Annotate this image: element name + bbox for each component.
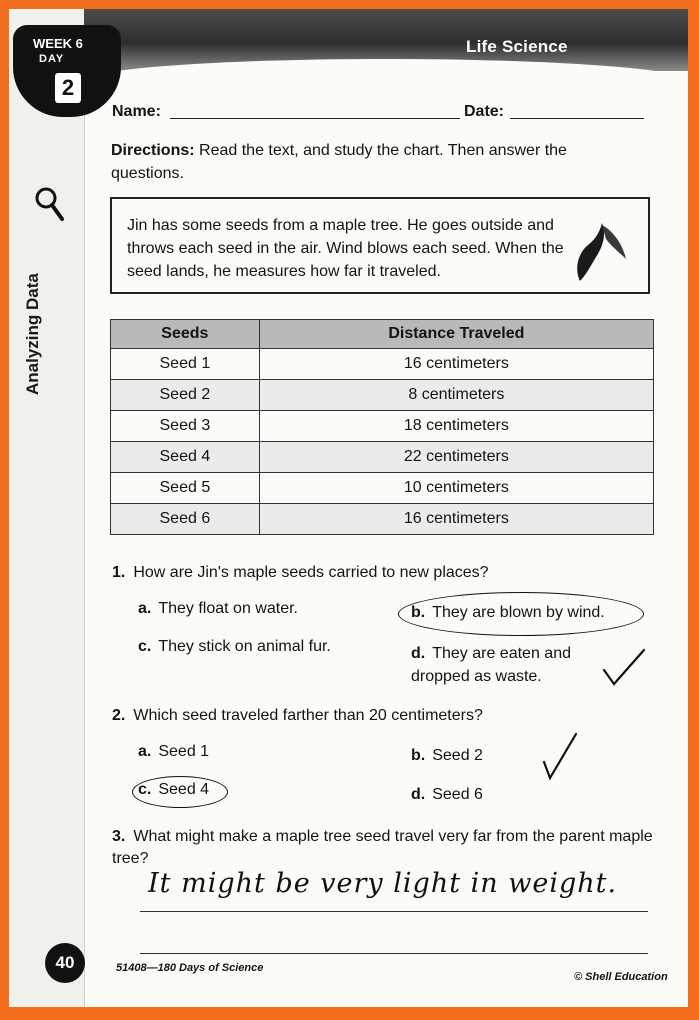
column-header-seeds: Seeds bbox=[111, 320, 260, 349]
option-text: They are blown by wind. bbox=[432, 604, 605, 621]
publisher: © Shell Education bbox=[574, 971, 668, 983]
answer-line[interactable] bbox=[140, 953, 648, 954]
option-letter: b. bbox=[411, 747, 426, 764]
name-field[interactable] bbox=[170, 118, 460, 119]
option-letter: d. bbox=[411, 645, 426, 662]
option-text: They float on water. bbox=[158, 600, 298, 617]
sidebar bbox=[9, 9, 85, 1007]
checkmark-icon bbox=[540, 730, 580, 782]
distance-cell: 8 centimeters bbox=[259, 380, 653, 411]
question-text: What might make a maple tree seed travel very far from the parent maple tree? bbox=[112, 828, 653, 867]
seed-distance-table bbox=[110, 319, 654, 535]
table-row bbox=[111, 504, 654, 535]
option-2d[interactable] bbox=[411, 786, 483, 804]
option-text: They stick on animal fur. bbox=[158, 638, 331, 655]
question-1 bbox=[112, 564, 489, 582]
maple-seed-icon bbox=[570, 219, 630, 284]
table-header-row bbox=[111, 320, 654, 349]
week-label: WEEK 6 bbox=[33, 36, 83, 51]
option-1a[interactable] bbox=[138, 600, 298, 618]
option-1c[interactable] bbox=[138, 638, 331, 656]
option-1d[interactable] bbox=[411, 642, 591, 688]
table-row bbox=[111, 349, 654, 380]
answer-circle bbox=[398, 592, 644, 636]
sidebar-title: Analyzing Data bbox=[23, 273, 42, 395]
option-letter: b. bbox=[411, 604, 426, 621]
date-label: Date: bbox=[464, 103, 505, 120]
distance-cell: 18 centimeters bbox=[259, 411, 653, 442]
book-title: 51408—180 Days of Science bbox=[116, 962, 264, 974]
column-header-distance: Distance Traveled bbox=[259, 320, 653, 349]
question-3 bbox=[112, 826, 657, 870]
distance-cell: 22 centimeters bbox=[259, 442, 653, 473]
handwritten-answer: It might be very light in weight. bbox=[148, 868, 618, 899]
week-day-badge bbox=[13, 25, 121, 117]
subject-label: Life Science bbox=[466, 37, 568, 56]
seed-cell: Seed 3 bbox=[111, 411, 260, 442]
answer-circle bbox=[132, 776, 228, 808]
option-text: Seed 6 bbox=[432, 786, 483, 803]
option-2a[interactable] bbox=[138, 743, 209, 761]
distance-cell: 16 centimeters bbox=[259, 504, 653, 535]
table-row bbox=[111, 380, 654, 411]
date-field[interactable] bbox=[510, 118, 644, 119]
name-label: Name: bbox=[112, 103, 161, 120]
option-letter: c. bbox=[138, 781, 152, 798]
distance-cell: 10 centimeters bbox=[259, 473, 653, 504]
magnifier-icon bbox=[34, 186, 64, 222]
question-number: 2. bbox=[112, 707, 126, 724]
directions-label: Directions: bbox=[111, 142, 195, 159]
passage-text: Jin has some seeds from a maple tree. He goes outside and throws each seed in the air. Wind blows each seed. When the seed lands, he measures how far it traveled. bbox=[127, 217, 564, 280]
seed-cell: Seed 5 bbox=[111, 473, 260, 504]
answer-line[interactable] bbox=[140, 911, 648, 912]
seed-cell: Seed 1 bbox=[111, 349, 260, 380]
seed-cell: Seed 6 bbox=[111, 504, 260, 535]
page-number: 40 bbox=[45, 943, 85, 983]
option-letter: a. bbox=[138, 600, 152, 617]
day-label: DAY bbox=[39, 53, 65, 65]
question-text: Which seed traveled farther than 20 centimeters? bbox=[133, 707, 483, 724]
day-number: 2 bbox=[55, 73, 81, 103]
question-text: How are Jin's maple seeds carried to new places? bbox=[133, 564, 489, 581]
option-letter: c. bbox=[138, 638, 152, 655]
table-row bbox=[111, 473, 654, 504]
distance-cell: 16 centimeters bbox=[259, 349, 653, 380]
option-letter: d. bbox=[411, 786, 426, 803]
option-text: Seed 2 bbox=[432, 747, 483, 764]
option-text: They are eaten and dropped as waste. bbox=[411, 645, 571, 685]
question-2 bbox=[112, 707, 483, 725]
seed-cell: Seed 2 bbox=[111, 380, 260, 411]
directions-text: Read the text, and study the chart. Then answer the questions. bbox=[111, 142, 567, 182]
checkmark-icon bbox=[600, 646, 648, 688]
table-row bbox=[111, 411, 654, 442]
passage-box bbox=[110, 197, 650, 294]
option-letter: a. bbox=[138, 743, 152, 760]
directions bbox=[111, 139, 631, 185]
header-band bbox=[84, 9, 688, 71]
option-2b[interactable] bbox=[411, 747, 483, 765]
question-number: 3. bbox=[112, 828, 126, 845]
table-row bbox=[111, 442, 654, 473]
question-number: 1. bbox=[112, 564, 126, 581]
option-text: Seed 1 bbox=[158, 743, 210, 760]
seed-cell: Seed 4 bbox=[111, 442, 260, 473]
option-text: Seed 4 bbox=[158, 781, 210, 798]
